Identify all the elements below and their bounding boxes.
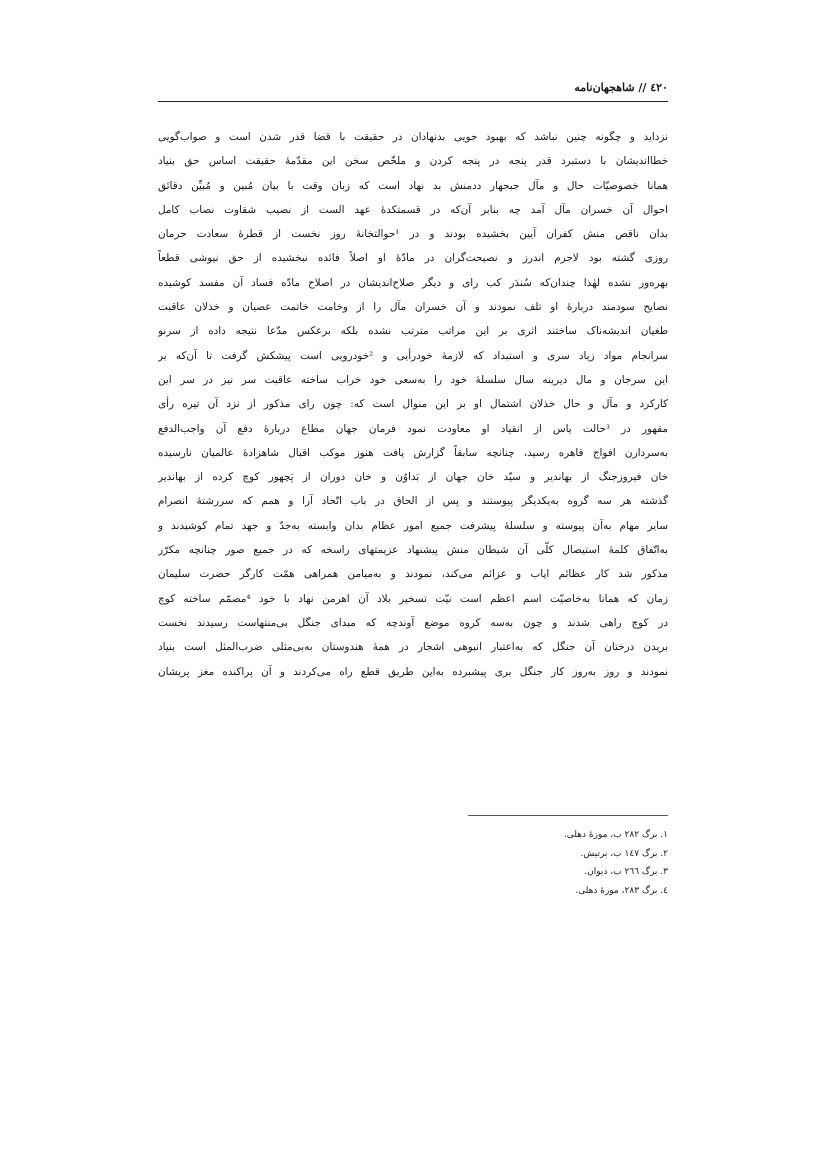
body-line: نصایح سودمند دربارهٔ او تلف نمودند و آن خسران مآل را از وخامت خاتمت عصیان و خذلان عاقبت [158, 301, 668, 314]
body-line: طغیان اندیشه‌ناک ساختند اثری بر این مراتب مترتب نشده بلکه برعکس مدّعا نتیجه داده از سرنو [158, 325, 668, 338]
body-line: سایر مهام به‌آن پیوسته و سلسلهٔ پیشرفت جمیع امور عظام بدان وابسته به‌جدّ و جهد تمام کوشیدند و [158, 519, 668, 532]
body-line: احوال آن خسران مآل آمد چه بنابر آن‌که در قسمتکدهٔ عهد الست از نصیب شقاوت نصاب کامل [158, 203, 668, 216]
body-line: به‌اتّفاق کلمهٔ استیصال کلّی آن شیطان منش پیشنهاد عزیمتهای راسخه که در جمیع صور چنانچه مکرّر [158, 544, 668, 557]
body-line: گذشته هر سه گروه به‌یکدیگر پیوستند و پس از الحاق در باب اتّحاد آرا و همم که سررشتهٔ انصرام [158, 495, 668, 508]
footnote-item: ٢. برگ ١٤٧ ب، برتیش. [580, 848, 668, 859]
body-line: روزی گشته بود لاجرم اندرز و نصیحت‌گران در مادّهٔ او اصلاً فائده نبخشیده از حق نیوشی قطعاً [158, 252, 668, 265]
body-line: این سرجان و مال دیرینه سال سلسلهٔ خود را به‌سعی خود خراب ساخته عاقبت سر نیز در سر این [158, 373, 668, 386]
body-line: بریدن درختان آن جنگل که به‌اعتبار انبوهی اشجار در همهٔ هندوستان به‌بی‌مثلی ضرب‌المثل است بنیاد [158, 641, 668, 654]
body-line: نمودند و روز به‌روز کار جنگل بری پیشبرده به‌این طریق قطع راه می‌کردند و آن پراکنده مغز پریشان [158, 665, 668, 678]
body-line: مقهور در ³حالت یاس از انقیاد او معاودت نمود فرمان جهان مطاع دربارهٔ دفع آن واجب‌الدفع [158, 422, 668, 435]
body-line: زمان که همانا به‌خاصیّت اسم اعظم است نیّت تسخیر بلاد آن اهرمن نهاد با خود ⁴مصمّم ساخته کوچ [158, 592, 668, 605]
running-head: ٤٢٠ // شاهجهان‌نامه [574, 81, 668, 94]
body-line: نزداید و چگونه چنین نباشد که بهبود جویی بدنهادان در حقیقت با قضا قدر شدن است و صواب‌گویی [158, 131, 668, 143]
body-text [158, 125, 668, 684]
body-line: سرانجام مواد زیاد سری و استبداد که لازمهٔ خودرأیی و ²خودرویی است پیشکش گرفت تا آن‌که بر [158, 349, 668, 362]
body-line: خطااندیشان با دستبرد قدر پنجه در پنجه کردن و ملخّص سخن این مقدّمهٔ حقیقت اساس حق بنیاد [158, 155, 668, 168]
body-line: در کوچ راهی شدند و چون به‌سه کروه موضع آوندچه که مبدای جنگل بی‌منتهاست رسیدند نخست [158, 616, 668, 629]
body-line: بهره‌ور نشده لهٰذا چندان‌که سُندَر کب رای و دیگر صلاح‌اندیشان در اصلاح مادّه فساد آن مفسد کوشیده [158, 276, 668, 289]
footnotes [400, 826, 668, 900]
body-line: همانا خصوصیّات حال و مآل جبجهار ددمنش بد نهاد است که زبان وقت با بیان مُبین و مُبیِّن دقائق [158, 179, 668, 192]
body-line: به‌سردارن افواج قاهره رسید، چنانچه سابقاً گزارش یافت هنوز موکب اقبال شاهزادهٔ عالمیان نارسیده [158, 446, 668, 459]
body-line: خان فیروزجنگ از بهاندیر و سیّد خان جهان از بَداوُن و خان دوران از پَچهور کوچ کرده از بهاندیر [158, 471, 668, 484]
footnote-rule [468, 815, 668, 816]
header-rule [158, 101, 668, 102]
body-line: مذکور شد کار عظائم ایاب و عزائم می‌کند، نمودند و به‌میامن همراهی همّت کارگر حضرت سلیمان [158, 568, 668, 581]
footnote-item: ٤. برگ ٢٨٣، موزهٔ دهلی. [575, 885, 668, 896]
footnote-item: ١. برگ ٢٨٢ ب، موزهٔ دهلی. [563, 830, 668, 840]
body-line: کارکرد و مآل و حال خذلان اشتمال او بر این منوال است که: چون رای مذکور از نزد آن تیره رأی [158, 398, 668, 411]
footnote-item: ٣. برگ ٢٦٦ ب، دیوان. [584, 867, 668, 877]
body-line: بدان ناقص منش کفران آیین بخشیده بودند و در ¹حوالتخانهٔ روز نخست از قطرهٔ سعادت حرمان [158, 228, 668, 241]
